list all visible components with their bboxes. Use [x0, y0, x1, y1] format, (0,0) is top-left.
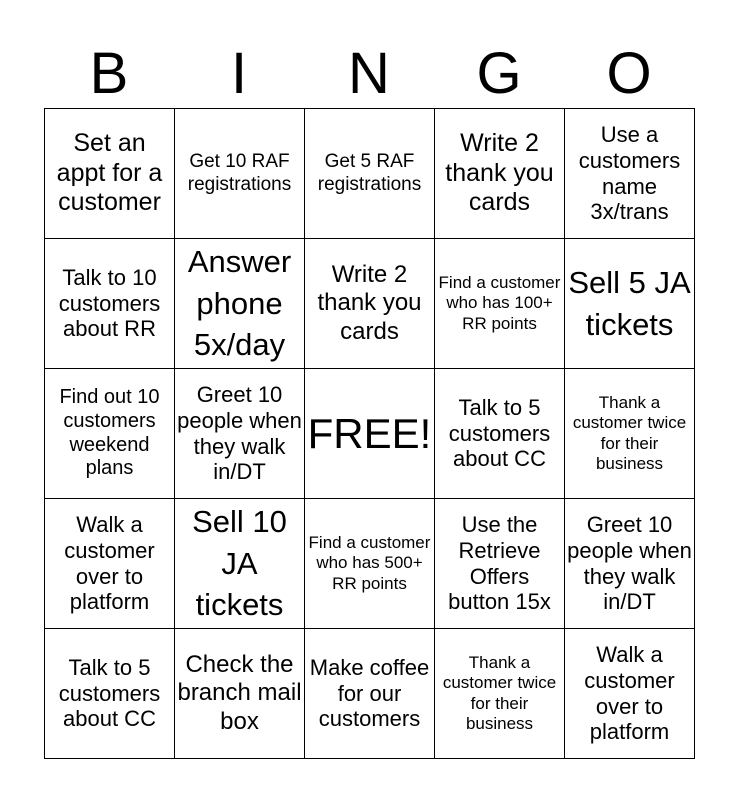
bingo-board — [44, 108, 695, 759]
bingo-cell[interactable]: Get 10 RAF registrations — [175, 109, 305, 239]
bingo-cell[interactable]: Thank a customer twice for their business — [565, 369, 695, 499]
bingo-cell[interactable]: Walk a customer over to platform — [565, 629, 695, 759]
bingo-cell[interactable]: Sell 10 JA tickets — [175, 499, 305, 629]
bingo-cell[interactable]: Greet 10 people when they walk in/DT — [175, 369, 305, 499]
bingo-cell[interactable]: Check the branch mail box — [175, 629, 305, 759]
bingo-cell[interactable]: Greet 10 people when they walk in/DT — [565, 499, 695, 629]
bingo-cell[interactable]: Answer phone 5x/day — [175, 239, 305, 369]
bingo-cell[interactable]: Walk a customer over to platform — [45, 499, 175, 629]
bingo-cell[interactable]: Find a customer who has 100+ RR points — [435, 239, 565, 369]
bingo-cell[interactable]: Make coffee for our customers — [305, 629, 435, 759]
board-row — [45, 109, 695, 239]
bingo-cell[interactable]: Talk to 5 customers about CC — [435, 369, 565, 499]
bingo-cell[interactable]: Write 2 thank you cards — [435, 109, 565, 239]
header-letter-o: O — [606, 41, 652, 106]
bingo-cell[interactable]: Thank a customer twice for their business — [435, 629, 565, 759]
board-row — [45, 369, 695, 499]
board-row — [45, 239, 695, 369]
bingo-cell[interactable]: Sell 5 JA tickets — [565, 239, 695, 369]
bingo-cell[interactable]: Find a customer who has 500+ RR points — [305, 499, 435, 629]
bingo-cell[interactable]: Write 2 thank you cards — [305, 239, 435, 369]
header-letter-i: I — [230, 41, 248, 106]
free-space-cell[interactable]: FREE! — [305, 369, 435, 499]
header-letter-n: N — [348, 41, 390, 106]
bingo-cell[interactable]: Use the Retrieve Offers button 15x — [435, 499, 565, 629]
board-row — [45, 499, 695, 629]
bingo-cell[interactable]: Talk to 5 customers about CC — [45, 629, 175, 759]
bingo-header — [44, 40, 694, 108]
bingo-cell[interactable]: Use a customers name 3x/trans — [565, 109, 695, 239]
board-row — [45, 629, 695, 759]
header-letter-g: G — [476, 41, 522, 106]
bingo-cell[interactable]: Talk to 10 customers about RR — [45, 239, 175, 369]
header-letter-b: B — [89, 41, 129, 106]
bingo-cell[interactable]: Get 5 RAF registrations — [305, 109, 435, 239]
bingo-cell[interactable]: Find out 10 customers weekend plans — [45, 369, 175, 499]
bingo-cell[interactable]: Set an appt for a customer — [45, 109, 175, 239]
